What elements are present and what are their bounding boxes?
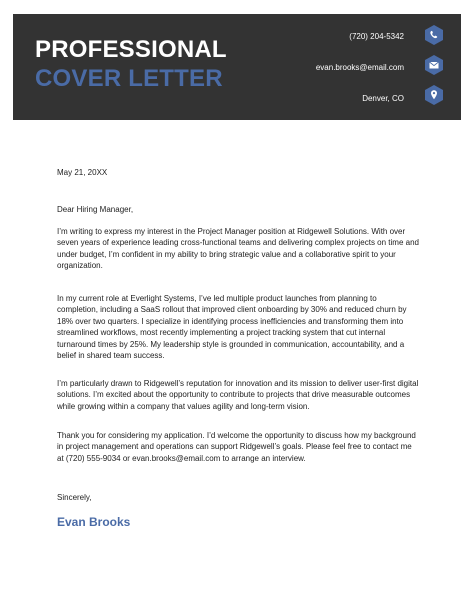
paragraph-experience: In my current role at Everlight Systems, I’ve led multiple product launches from planning to completion, including a SaaS rollout that improved client onboarding by 30% and reduced churn by 18% over two quarters. I specialize in identifying process inefficiencies and transforming them into streamlined workflows, most recently implementing a project tracking system that cut internal turnaround times by 25%. My leadership style is grounded in communication, accountability, and a belief in shared team success. — [57, 294, 407, 361]
title-professional: PROFESSIONAL — [35, 36, 227, 63]
letter-date: May 21, 20XX — [57, 168, 108, 177]
paragraph-closing: Thank you for considering my application. I’d welcome the opportunity to discuss how my background in project management and operations can support Ridgewell’s goals. Please feel free to contact me at (720) 555-9034 or evan.brooks@email.com to arrange an interview. — [57, 431, 416, 463]
paragraph-motivation: I’m particularly drawn to Ridgewell’s reputation for innovation and its mission to deliver user-first digital solutions. I’m excited about the opportunity to contribute to projects that drive measurable outcomes while growing within a company that values agility and long-term vision. — [57, 379, 419, 411]
letter-signature: Evan Brooks — [57, 515, 131, 529]
phone-icon — [425, 25, 443, 45]
header-banner — [13, 14, 461, 120]
email-icon — [425, 55, 443, 75]
paragraph-intro: I’m writing to express my interest in the Project Manager position at Ridgewell Solutions. With over seven years of experience leading cross-functional teams and delivering complex projects on time and under budget, I’m confident in my ability to bring strategic value and a collaborative spirit to your organization. — [57, 227, 419, 271]
location-icon — [425, 85, 443, 105]
letter-salutation: Dear Hiring Manager, — [57, 205, 134, 214]
contact-location: Denver, CO — [362, 94, 404, 103]
contact-phone: (720) 204-5342 — [349, 32, 404, 41]
letter-closing: Sincerely, — [57, 493, 92, 502]
title-cover-letter: COVER LETTER — [35, 65, 223, 92]
contact-email: evan.brooks@email.com — [315, 63, 404, 72]
